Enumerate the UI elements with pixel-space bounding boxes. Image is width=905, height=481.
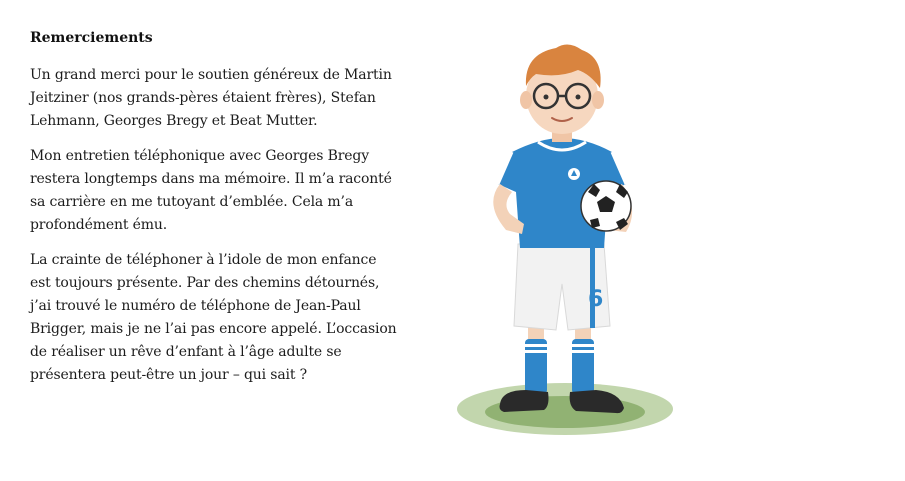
- acknowledgements-section: [30, 28, 400, 399]
- football-boy-drawing: [440, 34, 690, 444]
- right-sock: [572, 339, 594, 394]
- football-boy-illustration: [440, 34, 690, 444]
- left-sock: [525, 339, 547, 394]
- paragraph-1: Un grand merci pour le soutien généreux de Martin Jeitziner (nos grands-pères étaient frères), Stefan Lehmann, Georges Bregy et Beat Mutter.: [30, 67, 392, 129]
- football: [581, 181, 631, 231]
- paragraph-3: La crainte de téléphoner à l’idole de mon enfance est toujours présente. Par des chemins détournés, j’ai trouvé le numéro de téléphone de Jean-Paul Brigger, mais je ne l’ai pas encore appelé. L’occasion de réaliser un rêve d’enfant à l’âge adulte se présentera peut-être un jour – qui sait ?: [30, 252, 397, 383]
- paragraph-2: Mon entretien téléphonique avec Georges Bregy restera longtemps dans ma mémoire. Il m’a raconté sa carrière en me tutoyant d’emblée. Cela m’a profondément ému.: [30, 148, 392, 233]
- section-heading: Remerciements: [30, 30, 153, 46]
- shorts-number: 6: [588, 287, 604, 312]
